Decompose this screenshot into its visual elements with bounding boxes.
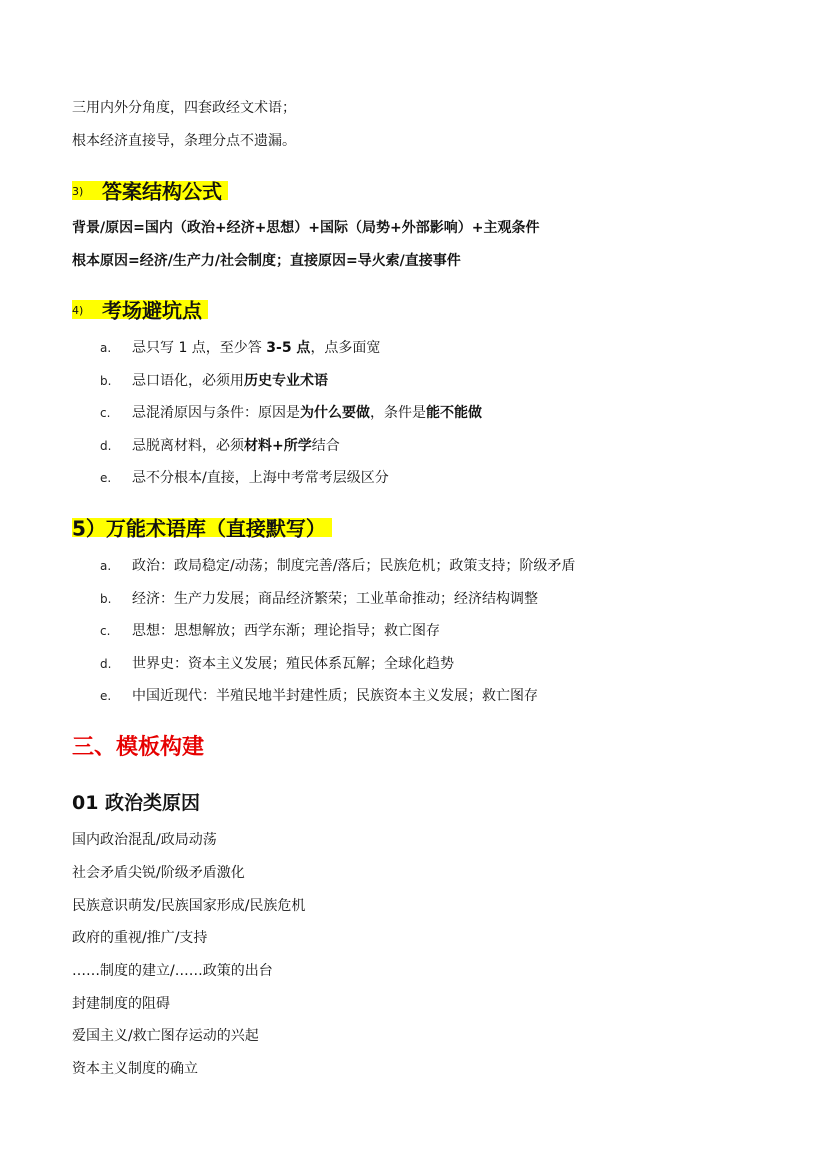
list-marker: a.	[100, 559, 112, 573]
pitfall-text: ，条件是	[370, 405, 426, 421]
pitfall-text: 忌脱离材料，必须	[132, 438, 244, 454]
formula-line-1: 背景/原因=国内（政治+经济+思想）+国际（局势+外部影响）+主观条件	[72, 220, 540, 236]
term-text: 中国近现代：半殖民地半封建性质；民族资本主义发展；救亡图存	[132, 688, 538, 704]
political-line: 封建制度的阻碍	[72, 996, 170, 1012]
section-three-title: 三、模板构建	[72, 735, 205, 760]
list-marker: a.	[100, 341, 112, 355]
term-item-c	[100, 621, 440, 641]
pitfall-emphasis: 为什么要做	[300, 405, 370, 421]
pitfall-text: 忌只写 1 点，至少答	[132, 340, 267, 356]
political-line: 政府的重视/推广/支持	[72, 930, 208, 946]
list-marker: b.	[100, 592, 112, 606]
section-4-heading	[72, 295, 208, 326]
political-line: 民族意识萌发/民族国家形成/民族危机	[72, 898, 306, 914]
political-reasons-title: 01 政治类原因	[72, 792, 201, 814]
pitfall-text: 忌口语化，必须用	[132, 373, 244, 389]
section-4-title: 考场避坑点	[102, 298, 202, 323]
term-item-b	[100, 589, 538, 609]
term-item-e	[100, 686, 538, 706]
pitfall-item-b	[100, 371, 328, 391]
pitfall-emphasis: 历史专业术语	[244, 373, 328, 389]
list-marker: d.	[100, 657, 112, 671]
list-marker: c.	[100, 406, 111, 420]
intro-line-1: 三用内外分角度，四套政经文术语；	[72, 100, 296, 116]
intro-line-2: 根本经济直接导，条理分点不遗漏。	[72, 133, 296, 149]
section-5-heading	[72, 513, 332, 544]
pitfall-item-a	[100, 338, 380, 358]
list-marker: d.	[100, 439, 112, 453]
section-3-heading	[72, 176, 228, 207]
term-text: 世界史：资本主义发展；殖民体系瓦解；全球化趋势	[132, 656, 454, 672]
term-item-d	[100, 654, 454, 674]
list-marker: b.	[100, 374, 112, 388]
pitfall-text: 结合	[311, 438, 340, 454]
pitfall-emphasis: 3-5 点	[266, 340, 311, 356]
pitfall-item-d	[100, 436, 340, 456]
section-3-title: 答案结构公式	[102, 179, 222, 204]
list-marker: e.	[100, 689, 112, 703]
pitfall-text: 忌混淆原因与条件：原因是	[132, 405, 300, 421]
pitfall-text: 忌不分根本/直接，上海中考常考层级区分	[132, 470, 389, 486]
political-line: 国内政治混乱/政局动荡	[72, 832, 217, 848]
political-line: 爱国主义/救亡图存运动的兴起	[72, 1028, 259, 1044]
formula-line-2: 根本原因=经济/生产力/社会制度；直接原因=导火索/直接事件	[72, 253, 461, 269]
section-4-number: 4)	[72, 303, 84, 317]
term-text: 政治：政局稳定/动荡；制度完善/落后；民族危机；政策支持；阶级矛盾	[132, 558, 576, 574]
pitfall-item-e	[100, 468, 389, 488]
political-line: ……制度的建立/……政策的出台	[72, 963, 273, 979]
pitfall-emphasis: 能不能做	[426, 405, 482, 421]
political-line: 社会矛盾尖锐/阶级矛盾激化	[72, 865, 245, 881]
pitfall-item-c	[100, 403, 482, 423]
list-marker: e.	[100, 471, 112, 485]
term-item-a	[100, 556, 575, 576]
list-marker: c.	[100, 624, 111, 638]
political-line: 资本主义制度的确立	[72, 1061, 198, 1077]
pitfall-emphasis: 材料+所学	[244, 438, 312, 454]
section-3-number: 3)	[72, 184, 84, 198]
section-5-title: 5）万能术语库（直接默写）	[72, 516, 326, 541]
term-text: 思想：思想解放；西学东渐；理论指导；救亡图存	[132, 623, 440, 639]
term-text: 经济：生产力发展；商品经济繁荣；工业革命推动；经济结构调整	[132, 591, 538, 607]
pitfall-text: ，点多面宽	[310, 340, 381, 356]
